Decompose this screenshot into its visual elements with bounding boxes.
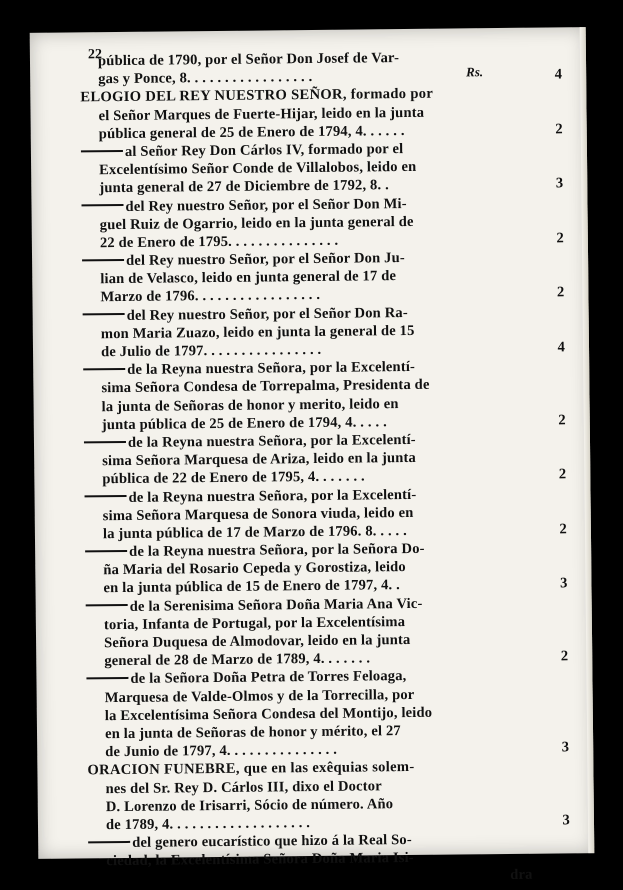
entry-text: en la junta de Señoras de honor y mérito, el 27 — [105, 723, 401, 742]
ditto-dash — [86, 677, 128, 679]
entry-text: lian de Velasco, leido en junta general de 17 de — [100, 268, 396, 287]
entry-text: ciedad, la Excelentísima Señora Doña Maria Isi- — [106, 850, 414, 869]
entry-text: mon Maria Zuazo, leido en junta la general de 15 — [101, 323, 415, 342]
price-value: 2 — [526, 466, 566, 485]
price-value: 2 — [527, 520, 567, 539]
entry-text: dra — [510, 867, 533, 883]
entry-text: de la Reyna nuestra Señora, por la Excelentí- — [128, 486, 416, 505]
ditto-dash — [88, 841, 130, 843]
price-value: 4 — [525, 338, 565, 357]
entry-text: toria, Infanta de Portugal, por la Excelentísima — [104, 614, 405, 633]
ditto-dash — [82, 259, 124, 261]
ditto-dash — [81, 204, 123, 206]
entry-text: sima Señora Condesa de Torrepalma, Presidenta de — [101, 377, 429, 396]
entry-text: del Rey nuestro Señor, por el Señor Don Mi- — [125, 195, 406, 214]
ditto-dash — [83, 313, 125, 315]
price-value: 2 — [523, 120, 563, 139]
entry-text: la junta de Señoras de honor y merito, leido en — [102, 396, 399, 415]
entry-text: ña Maria del Rosario Cepeda y Gorostiza, leido — [103, 559, 406, 578]
entry-text: guel Ruiz de Ogarrio, leido en la junta general de — [100, 214, 414, 233]
entry-text: de la Señora Doña Petra de Torres Feloaga, — [130, 668, 406, 687]
entry-text: de 1789, 4. . . . . . . . . . . . . . . . . . . — [106, 815, 310, 833]
price-value: 3 — [529, 738, 569, 757]
page-edge — [580, 27, 595, 853]
entry-text: del Rey nuestro Señor, por el Señor Don Ju- — [126, 250, 405, 269]
entry-text: pública de 1790, por el Señor Don Josef de Var- — [98, 50, 399, 69]
entry-text: la Excelentísima Señora Condesa del Montijo, leido — [105, 705, 432, 724]
entry-text: Señora Duquesa de Almodovar, leido en la junta — [104, 632, 411, 651]
entry-text: la junta pública de 17 de Marzo de 1796. 8. . . . . — [103, 523, 407, 542]
entry-text: sima Señora Marquesa de Sonora viuda, leido en — [103, 505, 414, 524]
signature-mark: Rs. — [466, 64, 483, 80]
book-page — [30, 27, 595, 859]
entry-text: de la Serenisima Señora Doña Maria Ana Vic- — [130, 595, 423, 614]
entry-text: de Junio de 1797, 4. . . . . . . . . . . . . . . — [105, 742, 337, 760]
ditto-dash — [83, 368, 125, 370]
entry-text: nes del Sr. Rey D. Cárlos III, dixo el Doctor — [106, 778, 382, 797]
entry-text: junta general de 27 de Diciembre de 1792, 8. . — [99, 177, 389, 196]
catalog-text — [80, 48, 519, 889]
entry-text: en la junta pública de 15 de Enero de 1797, 4. . — [103, 578, 400, 597]
entry-text: el Señor Marques de Fuerte-Hijar, leido en la junta — [98, 104, 424, 123]
entry-text: de la Reyna nuestra Señora, por la Señora Do- — [129, 541, 425, 560]
price-value: 3 — [523, 175, 563, 194]
price-value: 3 — [530, 811, 570, 830]
entry-text: sima Señora Marquesa de Ariza, leido en la junta — [102, 450, 416, 469]
entry-text: del genero eucarístico que hizo á la Real So- — [132, 832, 412, 851]
ditto-dash — [86, 604, 128, 606]
entry-text: junta pública de 25 de Enero de 1794, 4. . . . . — [102, 414, 387, 433]
entry-text: pública de 22 de Enero de 1795, 4. . . . . . . — [102, 469, 365, 488]
entry-text: D. Lorenzo de Irisarri, Sócio de número. Año — [106, 796, 394, 815]
ditto-dash — [84, 441, 126, 443]
entry-text: de la Reyna nuestra Señora, por la Excelentí- — [127, 359, 415, 378]
entry-text: ORACION FUNEBRE, que en las exêquias solem- — [87, 759, 414, 778]
entry-text: de la Reyna nuestra Señora, por la Excelentí- — [128, 432, 416, 451]
entry-text: al Señor Rey Don Cárlos IV, formado por el — [125, 141, 403, 160]
page-number: 22 — [88, 47, 102, 63]
entry-text: general de 28 de Marzo de 1789, 4. . . . . . . — [104, 651, 370, 670]
ditto-dash — [85, 495, 127, 497]
entry-text: gas y Ponce, 8. . . . . . . . . . . . . . . . . — [98, 69, 312, 87]
price-value: 4 — [522, 66, 562, 85]
ditto-dash — [81, 150, 123, 152]
entry-text: de Julio de 1797. . . . . . . . . . . . . . . . — [101, 342, 321, 360]
price-value: 3 — [527, 575, 567, 594]
price-value: 2 — [528, 648, 568, 667]
ditto-dash — [85, 550, 127, 552]
entry-text: del Rey nuestro Señor, por el Señor Don Ra- — [127, 305, 408, 324]
entry-text: Marzo de 1796. . . . . . . . . . . . . . . . . — [100, 287, 320, 305]
price-value: 2 — [524, 284, 564, 303]
price-value: 2 — [524, 229, 564, 248]
price-value: 2 — [526, 411, 566, 430]
entry-text: pública general de 25 de Enero de 1794, 4. . . . . . — [99, 123, 405, 142]
entry-text: ELOGIO DEL REY NUESTRO SEÑOR, formado por — [80, 86, 433, 106]
entry-text: 22 de Enero de 1795. . . . . . . . . . . . . . . — [100, 233, 339, 251]
entry-text: Marquesa de Valde-Olmos y de la Torrecilla, por — [105, 687, 415, 706]
entry-text: Excelentísimo Señor Conde de Villalobos, leido en — [99, 159, 416, 178]
catchword — [88, 866, 532, 889]
